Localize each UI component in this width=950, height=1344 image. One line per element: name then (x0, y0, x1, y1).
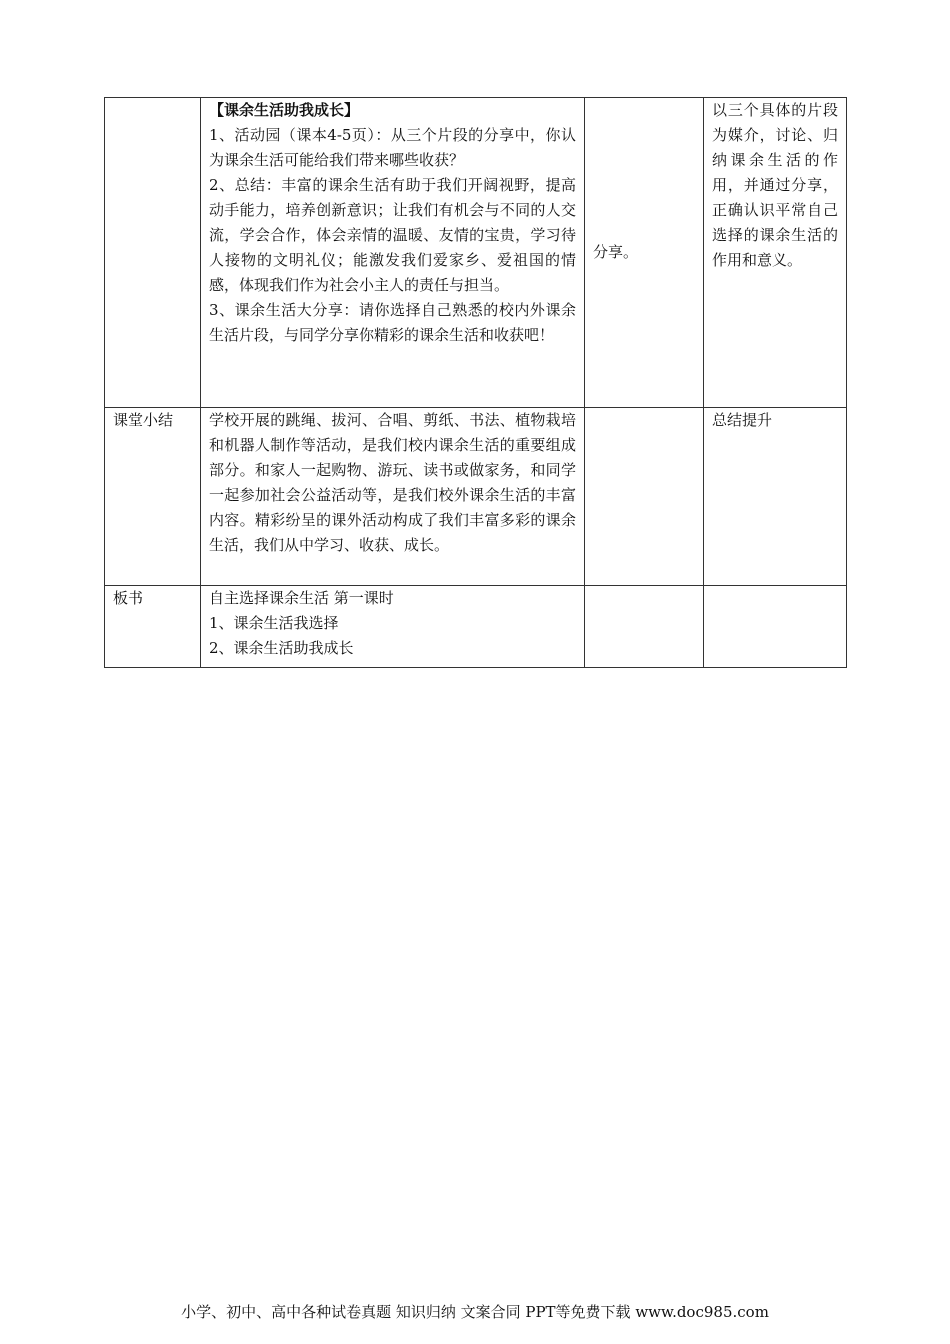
student-activity-cell (585, 408, 704, 586)
table-row (105, 98, 847, 408)
table-row (105, 408, 847, 586)
content-cell (201, 586, 585, 668)
content-paragraph: 1、活动园（课本4-5页）：从三个片段的分享中，你认为课余生活可能给我们带来哪些收获？ (209, 126, 576, 169)
page-footer: 小学、初中、高中各种试卷真题 知识归纳 文案合同 PPT等免费下载 www.doc985.com (181, 1303, 769, 1321)
design-intent-cell: 以三个具体的片段为媒介，讨论、归纳课余生活的作用，并通过分享，正确认识平常自己选择的课余生活的作用和意义。 (704, 98, 847, 408)
design-intent-cell (704, 586, 847, 668)
student-activity-cell: 分享。 (585, 98, 704, 408)
content-cell (201, 98, 585, 408)
row-label-cell: 课堂小结 (105, 408, 201, 586)
content-paragraph: 2、总结：丰富的课余生活有助于我们开阔视野，提高动手能力，培养创新意识；让我们有机会与不同的人交流，学会合作，体会亲情的温暖、友情的宝贵，学习待人接物的文明礼仪；能激发我们爱家乡、爱祖国的情感，体现我们作为社会小主人的责任与担当。 (209, 176, 576, 294)
board-line: 自主选择课余生活 第一课时 (209, 589, 394, 607)
student-activity-cell (585, 586, 704, 668)
row-label-cell: 板书 (105, 586, 201, 668)
content-paragraph: 3、课余生活大分享：请你选择自己熟悉的校内外课余生活片段，与同学分享你精彩的课余生活和收获吧！ (209, 301, 576, 344)
section-heading: 【课余生活助我成长】 (209, 101, 360, 119)
lesson-plan-table (104, 97, 847, 668)
table-row (105, 586, 847, 668)
board-line: 2、课余生活助我成长 (209, 639, 354, 657)
content-cell: 学校开展的跳绳、拔河、合唱、剪纸、书法、植物栽培和机器人制作等活动，是我们校内课余生活的重要组成部分。和家人一起购物、游玩、读书或做家务，和同学一起参加社会公益活动等，是我们校外课余生活的丰富内容。精彩纷呈的课外活动构成了我们丰富多彩的课余生活，我们从中学习、收获、成长。 (201, 408, 585, 586)
design-intent-cell: 总结提升 (704, 408, 847, 586)
row-label-cell (105, 98, 201, 408)
board-line: 1、课余生活我选择 (209, 614, 339, 632)
